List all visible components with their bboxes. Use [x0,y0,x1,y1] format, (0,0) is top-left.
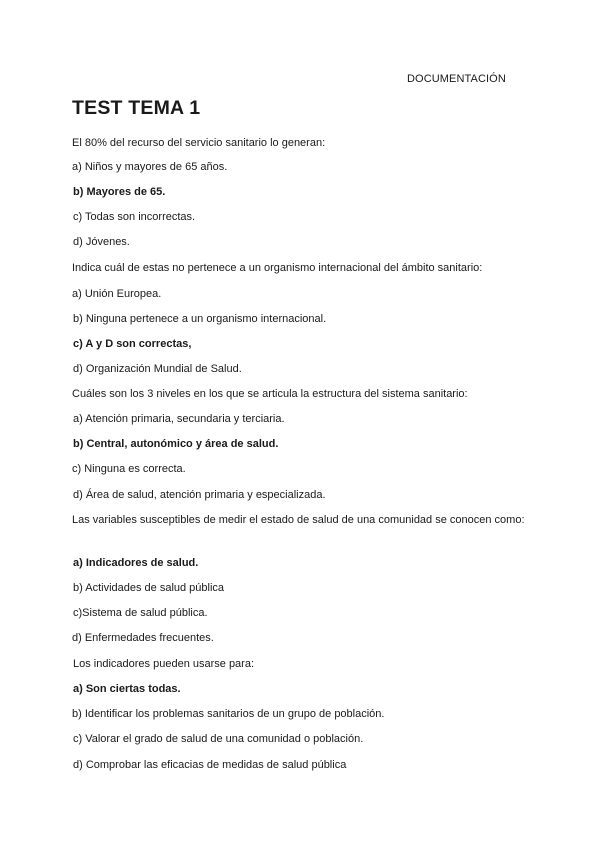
answer-4d: d) Enfermedades frecuentes. [72,632,214,644]
answer-1d: d) Jóvenes. [73,236,130,248]
answer-2b: b) Ninguna pertenece a un organismo internacional. [73,313,327,325]
answer-5a-correct: a) Son ciertas todas. [73,683,181,695]
answer-4a-correct: a) Indicadores de salud. [73,557,199,569]
answer-4b: b) Actividades de salud pública [73,582,225,594]
answer-1b-correct: b) Mayores de 65. [73,186,166,198]
question-1: El 80% del recurso del servicio sanitario lo generan: [72,137,326,149]
answer-1c: c) Todas son incorrectas. [73,211,196,223]
answer-5b: b) Identificar los problemas sanitarios de un grupo de población. [72,708,385,720]
answer-4c: c)Sistema de salud pública. [73,607,208,619]
answer-3b-correct: b) Central, autonómico y área de salud. [73,438,279,450]
answer-5c: c) Valorar el grado de salud de una comunidad o población. [73,733,364,745]
question-5: Los indicadores pueden usarse para: [73,658,255,670]
document-header-label: DOCUMENTACIÓN [407,73,506,85]
answer-2a: a) Unión Europea. [72,288,162,300]
answer-3a: a) Atención primaria, secundaria y terciaria. [73,413,285,425]
answer-3c: c) Ninguna es correcta. [72,463,186,475]
question-4: Las variables susceptibles de medir el estado de salud de una comunidad se conocen como: [72,514,525,526]
page-title: TEST TEMA 1 [72,97,201,119]
answer-5d: d) Comprobar las eficacias de medidas de salud pública [73,759,347,771]
answer-2d: d) Organización Mundial de Salud. [73,363,242,375]
answer-1a: a) Niños y mayores de 65 años. [72,161,228,173]
question-3: Cuáles son los 3 niveles en los que se articula la estructura del sistema sanitario: [72,388,468,400]
question-2: Indica cuál de estas no pertenece a un organismo internacional del ámbito sanitario: [72,262,483,274]
answer-2c-correct: c) A y D son correctas, [73,338,192,350]
answer-3d: d) Área de salud, atención primaria y especializada. [73,489,326,501]
